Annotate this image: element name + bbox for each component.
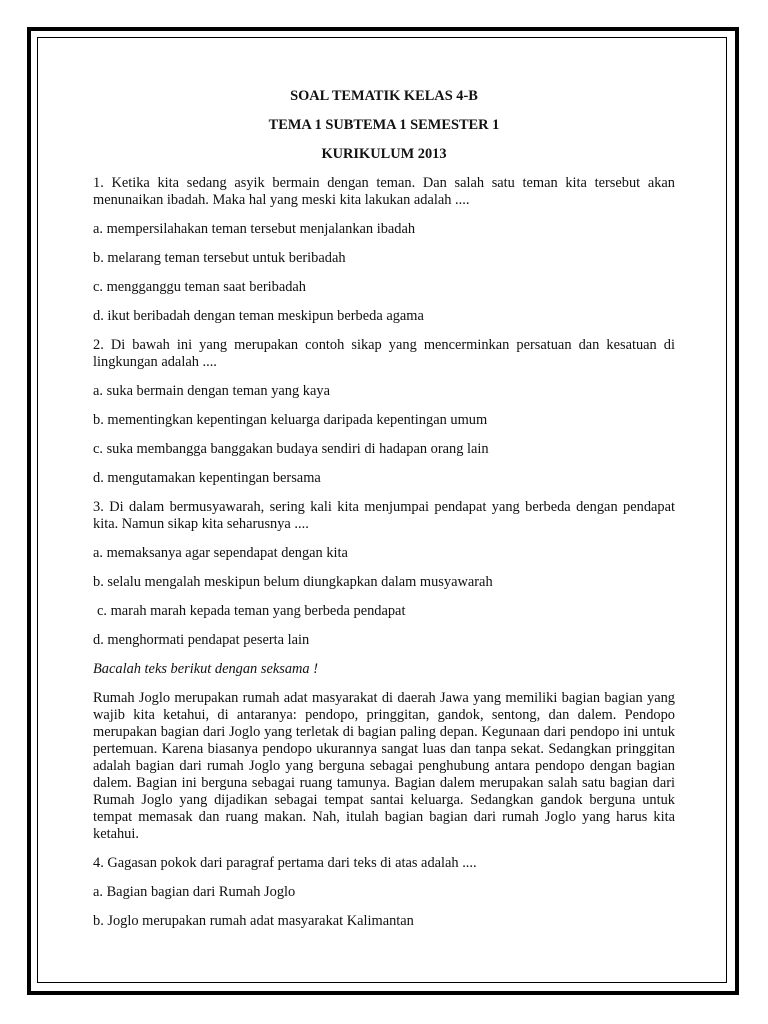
question-2-option-b: b. mementingkan kepentingan keluarga daripada kepentingan umum [93,412,488,428]
reading-paragraph: Rumah Joglo merupakan rumah adat masyarakat di daerah Jawa yang memiliki bagian bagian yang wajib kita ketahui, di antaranya: pendopo, pringgitan, gandok, sentong, dan dalem. Pendopo merupakan bagian dari Joglo yang terletak di bagian paling depan. Kegunaan dari pendopo ini untuk pertemuan. Karena biasanya pendopo ukurannya sangat luas dan tanpa sekat. Sedangkan pringgitan adalah bagian dari rumah Joglo yang berguna sebagai penghubung antara pendopo dengan bagian dalem. Bagian ini berguna sebagai ruang tamunya. Bagian dalem merupakan salah satu bagian dari Rumah Joglo yang dijadikan sebagai tempat santai keluarga. Sedangkan gandok berguna untuk tempat memasak dan ruang makan. Nah, itulah bagian bagian dari rumah Joglo yang harus kita ketahui. [93,690,675,842]
question-3-option-c: c. marah marah kepada teman yang berbeda pendapat [97,603,406,619]
question-2: 2. Di bawah ini yang merupakan contoh sikap yang mencerminkan persatuan dan kesatuan di lingkungan adalah .... [93,337,675,370]
question-4: 4. Gagasan pokok dari paragraf pertama dari teks di atas adalah .... [93,855,477,871]
document-body [93,88,675,930]
question-1-option-a: a. mempersilahakan teman tersebut menjalankan ibadah [93,221,416,237]
title-line-3: KURIKULUM 2013 [321,146,447,162]
reading-instruction: Bacalah teks berikut dengan seksama ! [93,661,318,677]
question-1-option-c: c. mengganggu teman saat beribadah [93,279,306,295]
question-1-option-d: d. ikut beribadah dengan teman meskipun berbeda agama [93,308,424,324]
question-3-option-d: d. menghormati pendapat peserta lain [93,632,310,648]
title-line-2: TEMA 1 SUBTEMA 1 SEMESTER 1 [268,117,500,133]
question-3-option-a: a. memaksanya agar sependapat dengan kita [93,545,348,561]
question-2-option-c: c. suka membangga banggakan budaya sendiri di hadapan orang lain [93,441,489,457]
question-3-option-b: b. selalu mengalah meskipun belum diungkapkan dalam musyawarah [93,574,493,590]
question-1-option-b: b. melarang teman tersebut untuk beribadah [93,250,346,266]
question-2-option-d: d. mengutamakan kepentingan bersama [93,470,321,486]
question-4-option-b: b. Joglo merupakan rumah adat masyarakat Kalimantan [93,913,414,929]
question-3: 3. Di dalam bermusyawarah, sering kali kita menjumpai pendapat yang berbeda dengan pendapat kita. Namun sikap kita seharusnya .... [93,499,675,532]
question-1: 1. Ketika kita sedang asyik bermain dengan teman. Dan salah satu teman kita tersebut akan menunaikan ibadah. Maka hal yang meski kita lakukan adalah .... [93,175,675,208]
question-2-option-a: a. suka bermain dengan teman yang kaya [93,383,330,399]
title-line-1: SOAL TEMATIK KELAS 4-B [290,88,478,104]
question-4-option-a: a. Bagian bagian dari Rumah Joglo [93,884,296,900]
